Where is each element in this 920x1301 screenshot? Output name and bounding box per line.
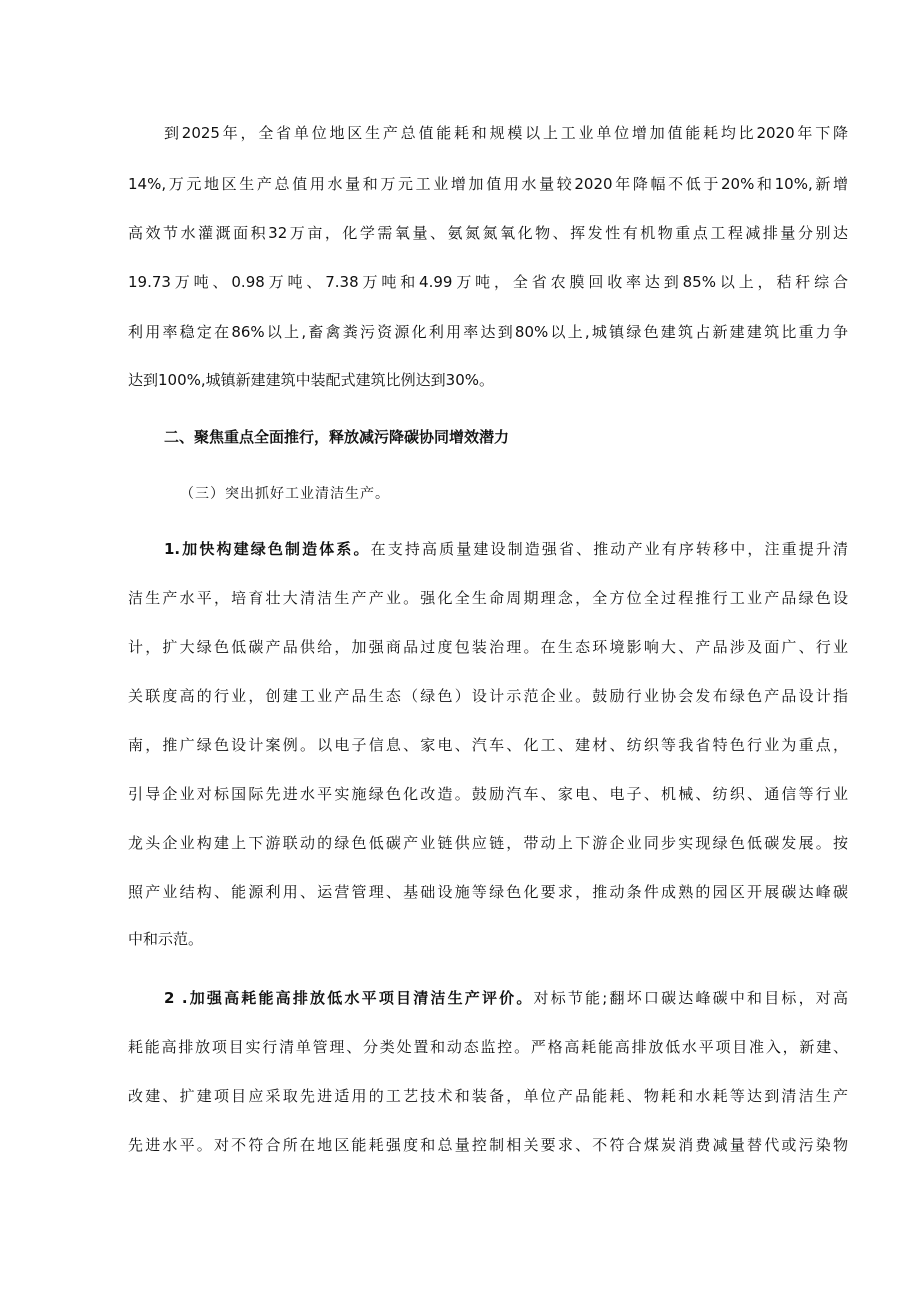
- item1-lead: 1.加快构建绿色制造体系。: [164, 540, 371, 558]
- item1-first-rest: 在支持高质量建设制造强省、推动产业有序转移中，注重提升清: [370, 540, 848, 558]
- item2-lead: 2 .加强高耗能高排放低水平项目清洁生产评价。: [164, 989, 534, 1007]
- para1-line-1: 到2025年，全省单位地区生产总值能耗和规模以上工业单位增加值能耗均比2020年下降: [164, 124, 848, 142]
- para1-line-6: 达到100%,城镇新建建筑中装配式建筑比例达到30%。: [128, 371, 494, 389]
- item1-line-7: 龙头企业构建上下游联动的绿色低碳产业链供应链，带动上下游企业同步实现绿色低碳发展。按: [128, 834, 848, 852]
- item1-line-6: 引导企业对标国际先进水平实施绿色化改造。鼓励汽车、家电、电子、机械、纺织、通信等行业: [128, 785, 848, 803]
- item1-line-8: 照产业结构、能源利用、运营管理、基础设施等绿色化要求，推动条件成熟的园区开展碳达峰碳: [128, 883, 848, 901]
- item1-line-4: 关联度高的行业，创建工业产品生态（绿色）设计示范企业。鼓励行业协会发布绿色产品设计指: [128, 687, 848, 705]
- item1-line-9: 中和示范。: [128, 930, 204, 948]
- item2-line-1: [164, 988, 848, 1008]
- para1-line-2: 14%,万元地区生产总值用水量和万元工业增加值用水量较2020年降幅不低于20%和10%,新增: [128, 175, 848, 193]
- para1-line-4: 19.73万吨、0.98万吨、7.38万吨和4.99万吨，全省农膜回收率达到85%以上，秸秆综合: [128, 273, 848, 291]
- item2-line-4: 先进水平。对不符合所在地区能耗强度和总量控制相关要求、不符合煤炭消费减量替代或污染物: [128, 1136, 848, 1154]
- para1-line-5: 利用率稳定在86%以上,畜禽粪污资源化利用率达到80%以上,城镇绿色建筑占新建建筑比重力争: [128, 323, 848, 341]
- item1-line-5: 南，推广绿色设计案例。以电子信息、家电、汽车、化工、建材、纺织等我省特色行业为重点，: [128, 736, 848, 754]
- item2-line-3: 改建、扩建项目应采取先进适用的工艺技术和装备，单位产品能耗、物耗和水耗等达到清洁生产: [128, 1087, 848, 1105]
- item2-first-rest: 对标节能;翻坏口碳达峰碳中和目标，对高: [533, 989, 848, 1007]
- item1-line-2: 洁生产水平，培育壮大清洁生产产业。强化全生命周期理念，全方位全过程推行工业产品绿色设: [128, 589, 848, 607]
- section-heading: 二、聚焦重点全面推行，释放减污降碳协同增效潜力: [164, 428, 510, 446]
- item1-line-1: [164, 539, 848, 559]
- item1-line-3: 计，扩大绿色低碳产品供给，加强商品过度包装治理。在生态环境影响大、产品涉及面广、行业: [128, 638, 848, 656]
- para1-line-3: 高效节水灌溉面积32万亩，化学需氧量、氨氮氮氧化物、挥发性有机物重点工程减排量分别达: [128, 224, 848, 242]
- subsection-title: （三）突出抓好工业清洁生产。: [180, 486, 390, 502]
- item2-line-2: 耗能高排放项目实行清单管理、分类处置和动态监控。严格高耗能高排放低水平项目准入，新建、: [128, 1038, 848, 1056]
